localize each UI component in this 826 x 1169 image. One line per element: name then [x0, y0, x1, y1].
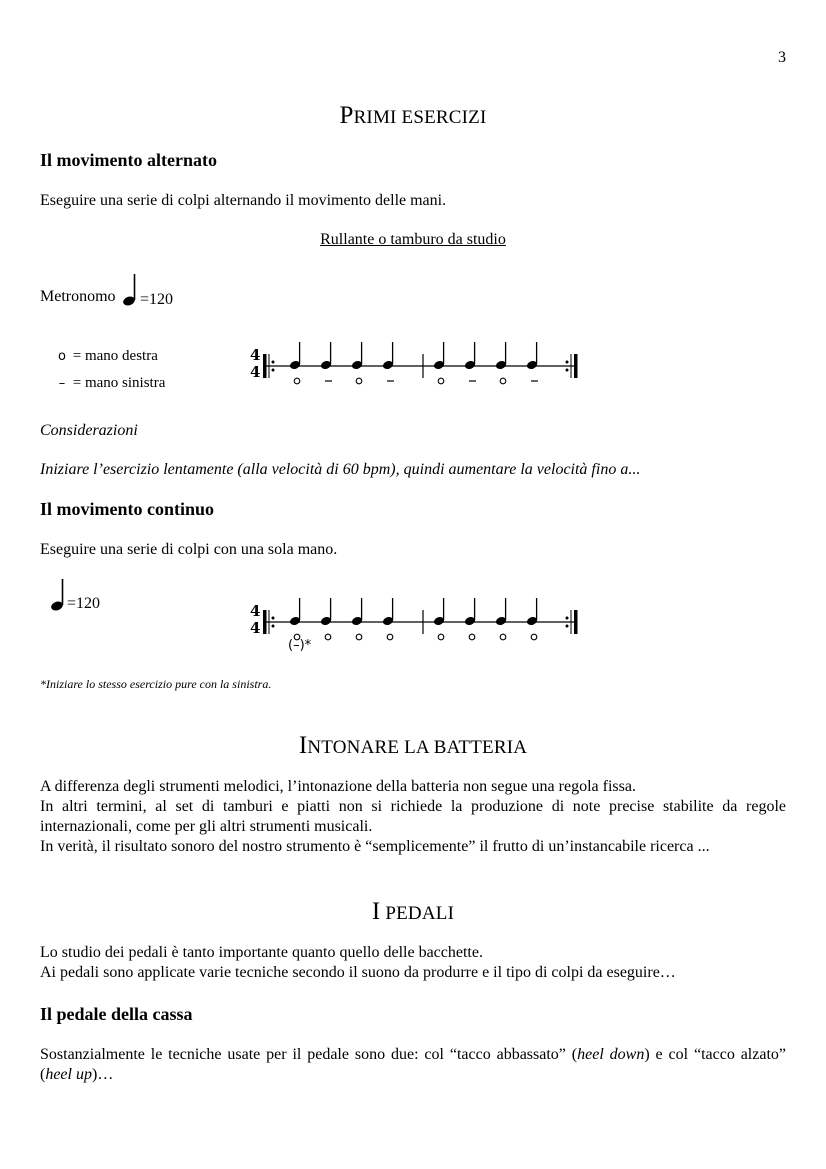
repeat-dot [566, 361, 569, 364]
intro-movimento-alternato: Eseguire una serie di colpi alternando il movimento delle mani. [40, 192, 447, 209]
repeat-dot [272, 625, 275, 628]
repeat-dot [566, 369, 569, 372]
sticking-right-hand [438, 634, 444, 640]
metronome-label: Metronomo [40, 288, 116, 305]
quarter-note-icon [122, 272, 142, 308]
sticking-right-hand [356, 634, 362, 640]
time-signature-top: 4 [250, 346, 261, 364]
section-title-pedali: I PEDALI [371, 898, 455, 925]
repeat-dot [272, 361, 275, 364]
intro-movimento-continuo: Eseguire una serie di colpi con una sola mano. [40, 541, 338, 558]
sticking-right-hand [500, 634, 506, 640]
sticking-right-hand [469, 634, 475, 640]
instrument-caption: Rullante o tamburo da studio [320, 231, 506, 248]
legend-right-hand: o = mano destra [58, 348, 158, 364]
rhythm-staff-alternato [248, 340, 593, 390]
intonare-paragraph: A differenza degli strumenti melodici, l’intonazione della batteria non segue una regola fissa. In altri termini, al set di tamburi e piatti non si richiede la produzione di note precise stabilite da regole internazionali, come per gli altri strumenti musicali. In verità, il risultato sonoro del nostro strumento è “semplicemente” il frutto di un’instancabile ricerca ... [40, 778, 786, 855]
considerations-text: Iniziare l’esercizio lentamente (alla velocità di 60 bpm), quindi aumentare la velocità fino a... [40, 461, 641, 478]
heading-pedale-cassa: Il pedale della cassa [40, 1004, 193, 1024]
repeat-dot [272, 617, 275, 620]
time-signature-bottom: 4 [250, 363, 261, 381]
repeat-dot [566, 625, 569, 628]
sticking-right-hand [356, 378, 362, 384]
sticking-right-hand [294, 378, 300, 384]
repeat-dot [566, 617, 569, 620]
heading-movimento-continuo: Il movimento continuo [40, 499, 215, 519]
repeat-start-thick-bar [263, 354, 267, 378]
sticking-right-hand [387, 634, 393, 640]
repeat-dot [272, 369, 275, 372]
sticking-right-hand [531, 634, 537, 640]
pedale-cassa-text: Sostanzialmente le tecniche usate per il pedale sono due: col “tacco abbassato” (heel down) e col “tacco alzato” (heel up)… [40, 1046, 787, 1083]
tempo-continuo: =120 [67, 595, 101, 612]
page-number: 3 [778, 49, 786, 66]
metronome-tempo: =120 [140, 291, 174, 308]
repeat-start-thick-bar [263, 610, 267, 634]
repeat-end-thick-bar [574, 354, 578, 378]
legend-left-hand: – = mano sinistra [58, 375, 166, 391]
pedali-paragraph: Lo studio dei pedali è tanto importante quanto quello delle bacchette. Ai pedali sono applicate varie tecniche secondo il suono da produrre e il tipo di colpi da eseguire… [40, 944, 676, 981]
section-title-primi-esercizi: PRIMI ESERCIZI [339, 102, 487, 129]
time-signature-bottom: 4 [250, 619, 261, 637]
sticking-right-hand [500, 378, 506, 384]
alt-hand-marking: (–)* [288, 638, 312, 653]
heading-movimento-alternato: Il movimento alternato [40, 150, 217, 170]
considerations-title: Considerazioni [40, 422, 138, 439]
footnote: *Iniziare lo stesso esercizio pure con la sinistra. [40, 677, 272, 691]
sticking-right-hand [438, 378, 444, 384]
sticking-right-hand [325, 634, 331, 640]
section-title-intonare: INTONARE LA BATTERIA [298, 732, 528, 759]
time-signature-top: 4 [250, 602, 261, 620]
repeat-end-thick-bar [574, 610, 578, 634]
